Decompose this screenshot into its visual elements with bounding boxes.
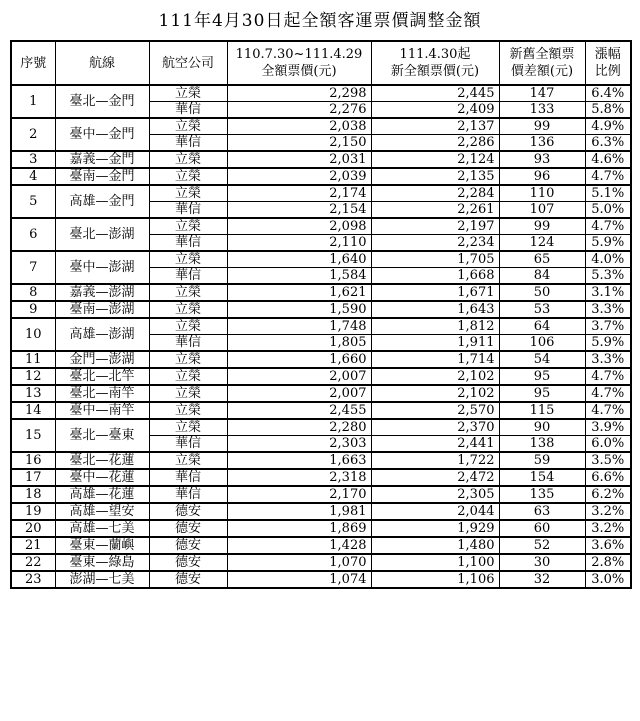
cell-diff: 106 — [499, 335, 585, 352]
cell-seq: 6 — [11, 218, 55, 251]
cell-route: 臺中—花蓮 — [55, 469, 149, 486]
table-row — [11, 402, 631, 419]
cell-diff: 133 — [499, 102, 585, 119]
cell-seq: 5 — [11, 185, 55, 218]
cell-route: 臺東—綠島 — [55, 554, 149, 571]
cell-old-price: 2,276 — [227, 102, 371, 119]
cell-airline: 立榮 — [149, 301, 227, 318]
cell-ratio: 5.1% — [585, 185, 631, 202]
cell-new-price: 1,100 — [371, 554, 499, 571]
cell-airline: 立榮 — [149, 251, 227, 268]
cell-seq: 4 — [11, 168, 55, 185]
table-row — [11, 452, 631, 469]
cell-old-price: 1,621 — [227, 284, 371, 301]
cell-new-price: 2,284 — [371, 185, 499, 202]
cell-old-price: 2,298 — [227, 85, 371, 102]
cell-old-price: 1,663 — [227, 452, 371, 469]
header-old-price-line2: 全額票價(元) — [261, 64, 337, 79]
cell-seq: 14 — [11, 402, 55, 419]
cell-old-price: 2,318 — [227, 469, 371, 486]
cell-ratio: 3.7% — [585, 318, 631, 335]
cell-route: 臺北—南竿 — [55, 385, 149, 402]
cell-ratio: 3.1% — [585, 284, 631, 301]
cell-ratio: 6.4% — [585, 85, 631, 102]
cell-airline: 立榮 — [149, 419, 227, 436]
cell-seq: 8 — [11, 284, 55, 301]
cell-airline: 立榮 — [149, 385, 227, 402]
cell-airline: 華信 — [149, 235, 227, 252]
cell-old-price: 1,660 — [227, 351, 371, 368]
cell-ratio: 5.9% — [585, 235, 631, 252]
cell-old-price: 2,110 — [227, 235, 371, 252]
cell-route: 臺東—蘭嶼 — [55, 537, 149, 554]
cell-ratio: 2.8% — [585, 554, 631, 571]
cell-new-price: 2,234 — [371, 235, 499, 252]
cell-airline: 德安 — [149, 554, 227, 571]
cell-ratio: 4.6% — [585, 151, 631, 168]
cell-diff: 135 — [499, 486, 585, 503]
document-title: 111年4月30日起全額客運票價調整金額 — [158, 11, 482, 31]
table-row — [11, 251, 631, 268]
cell-diff: 124 — [499, 235, 585, 252]
cell-old-price: 2,174 — [227, 185, 371, 202]
cell-ratio: 5.3% — [585, 268, 631, 285]
cell-route: 金門—澎湖 — [55, 351, 149, 368]
cell-new-price: 2,102 — [371, 385, 499, 402]
cell-seq: 20 — [11, 520, 55, 537]
cell-airline: 華信 — [149, 202, 227, 219]
cell-diff: 99 — [499, 118, 585, 135]
cell-airline: 華信 — [149, 469, 227, 486]
cell-route: 高雄—望安 — [55, 503, 149, 520]
table-row — [11, 151, 631, 168]
cell-diff: 52 — [499, 537, 585, 554]
cell-diff: 99 — [499, 218, 585, 235]
cell-new-price: 2,197 — [371, 218, 499, 235]
cell-ratio: 3.3% — [585, 351, 631, 368]
cell-old-price: 2,455 — [227, 402, 371, 419]
cell-diff: 30 — [499, 554, 585, 571]
cell-seq: 10 — [11, 318, 55, 351]
cell-new-price: 1,668 — [371, 268, 499, 285]
cell-old-price: 1,584 — [227, 268, 371, 285]
cell-seq: 7 — [11, 251, 55, 284]
table-row — [11, 85, 631, 102]
table-row — [11, 520, 631, 537]
cell-diff: 84 — [499, 268, 585, 285]
cell-airline: 立榮 — [149, 168, 227, 185]
cell-new-price: 2,137 — [371, 118, 499, 135]
cell-diff: 60 — [499, 520, 585, 537]
cell-old-price: 2,007 — [227, 385, 371, 402]
cell-diff: 50 — [499, 284, 585, 301]
cell-new-price: 1,705 — [371, 251, 499, 268]
cell-ratio: 6.0% — [585, 436, 631, 453]
cell-old-price: 2,303 — [227, 436, 371, 453]
cell-ratio: 3.3% — [585, 301, 631, 318]
table-row — [11, 185, 631, 202]
cell-diff: 107 — [499, 202, 585, 219]
cell-airline: 立榮 — [149, 151, 227, 168]
cell-seq: 21 — [11, 537, 55, 554]
cell-diff: 65 — [499, 251, 585, 268]
cell-new-price: 2,102 — [371, 368, 499, 385]
cell-new-price: 2,445 — [371, 85, 499, 102]
cell-airline: 立榮 — [149, 351, 227, 368]
cell-ratio: 3.0% — [585, 571, 631, 588]
header-diff — [499, 41, 585, 85]
cell-new-price: 2,370 — [371, 419, 499, 436]
table-row — [11, 301, 631, 318]
cell-route: 高雄—七美 — [55, 520, 149, 537]
cell-ratio: 3.2% — [585, 520, 631, 537]
table-row — [11, 318, 631, 335]
cell-ratio: 6.3% — [585, 135, 631, 152]
cell-old-price: 2,170 — [227, 486, 371, 503]
header-ratio-line2: 比例 — [594, 64, 621, 79]
table-row — [11, 486, 631, 503]
cell-airline: 德安 — [149, 520, 227, 537]
cell-airline: 立榮 — [149, 318, 227, 335]
cell-airline: 德安 — [149, 537, 227, 554]
cell-ratio: 4.0% — [585, 251, 631, 268]
cell-route: 臺中—澎湖 — [55, 251, 149, 284]
cell-old-price: 2,154 — [227, 202, 371, 219]
cell-ratio: 5.0% — [585, 202, 631, 219]
cell-route: 嘉義—金門 — [55, 151, 149, 168]
table-header — [11, 41, 631, 85]
header-ratio-line1: 漲幅 — [594, 47, 621, 62]
cell-airline: 立榮 — [149, 368, 227, 385]
cell-ratio: 4.7% — [585, 168, 631, 185]
cell-airline: 華信 — [149, 135, 227, 152]
cell-seq: 1 — [11, 85, 55, 118]
cell-route: 臺北—臺東 — [55, 419, 149, 452]
cell-old-price: 2,098 — [227, 218, 371, 235]
cell-airline: 華信 — [149, 335, 227, 352]
header-old-price — [227, 41, 371, 85]
cell-new-price: 1,911 — [371, 335, 499, 352]
cell-new-price: 2,124 — [371, 151, 499, 168]
cell-airline: 立榮 — [149, 452, 227, 469]
header-new-price — [371, 41, 499, 85]
cell-seq: 3 — [11, 151, 55, 168]
cell-old-price: 2,150 — [227, 135, 371, 152]
cell-diff: 90 — [499, 419, 585, 436]
cell-route: 臺中—南竿 — [55, 402, 149, 419]
cell-route: 臺北—金門 — [55, 85, 149, 118]
cell-route: 臺南—澎湖 — [55, 301, 149, 318]
cell-ratio: 4.7% — [585, 368, 631, 385]
cell-route: 臺南—金門 — [55, 168, 149, 185]
cell-new-price: 2,044 — [371, 503, 499, 520]
cell-ratio: 4.7% — [585, 218, 631, 235]
cell-diff: 96 — [499, 168, 585, 185]
cell-airline: 立榮 — [149, 118, 227, 135]
cell-new-price: 2,286 — [371, 135, 499, 152]
cell-old-price: 1,428 — [227, 537, 371, 554]
cell-new-price: 1,106 — [371, 571, 499, 588]
header-old-price-line1: 110.7.30~111.4.29 — [235, 47, 363, 62]
cell-route: 臺中—金門 — [55, 118, 149, 151]
cell-ratio: 3.6% — [585, 537, 631, 554]
cell-old-price: 2,038 — [227, 118, 371, 135]
cell-seq: 17 — [11, 469, 55, 486]
table-row — [11, 118, 631, 135]
cell-ratio: 5.8% — [585, 102, 631, 119]
cell-new-price: 1,480 — [371, 537, 499, 554]
cell-old-price: 1,070 — [227, 554, 371, 571]
cell-new-price: 2,261 — [371, 202, 499, 219]
cell-diff: 147 — [499, 85, 585, 102]
cell-diff: 115 — [499, 402, 585, 419]
cell-airline: 德安 — [149, 503, 227, 520]
header-new-price-line2: 新全額票價(元) — [390, 64, 480, 79]
header-route: 航線 — [55, 41, 149, 85]
cell-seq: 23 — [11, 571, 55, 588]
cell-diff: 110 — [499, 185, 585, 202]
cell-old-price: 1,074 — [227, 571, 371, 588]
table-row — [11, 571, 631, 588]
header-ratio — [585, 41, 631, 85]
cell-new-price: 2,305 — [371, 486, 499, 503]
header-diff-line2: 價差額(元) — [510, 64, 574, 79]
table-row — [11, 284, 631, 301]
cell-old-price: 2,039 — [227, 168, 371, 185]
cell-seq: 19 — [11, 503, 55, 520]
header-airline: 航空公司 — [149, 41, 227, 85]
cell-seq: 11 — [11, 351, 55, 368]
cell-diff: 32 — [499, 571, 585, 588]
cell-new-price: 1,643 — [371, 301, 499, 318]
cell-airline: 立榮 — [149, 85, 227, 102]
cell-airline: 立榮 — [149, 185, 227, 202]
fare-table — [10, 40, 632, 589]
cell-diff: 53 — [499, 301, 585, 318]
cell-seq: 16 — [11, 452, 55, 469]
cell-ratio: 4.9% — [585, 118, 631, 135]
cell-seq: 15 — [11, 419, 55, 452]
cell-diff: 154 — [499, 469, 585, 486]
cell-route: 臺北—北竿 — [55, 368, 149, 385]
cell-old-price: 1,981 — [227, 503, 371, 520]
cell-airline: 立榮 — [149, 402, 227, 419]
cell-old-price: 2,031 — [227, 151, 371, 168]
cell-diff: 63 — [499, 503, 585, 520]
cell-seq: 12 — [11, 368, 55, 385]
cell-ratio: 3.2% — [585, 503, 631, 520]
cell-old-price: 1,590 — [227, 301, 371, 318]
cell-seq: 2 — [11, 118, 55, 151]
cell-route: 臺北—澎湖 — [55, 218, 149, 251]
cell-new-price: 2,441 — [371, 436, 499, 453]
cell-ratio: 6.2% — [585, 486, 631, 503]
cell-new-price: 2,570 — [371, 402, 499, 419]
table-row — [11, 168, 631, 185]
cell-new-price: 1,722 — [371, 452, 499, 469]
cell-diff: 54 — [499, 351, 585, 368]
cell-new-price: 1,671 — [371, 284, 499, 301]
header-diff-line1: 新舊全額票 — [509, 47, 575, 62]
cell-ratio: 3.9% — [585, 419, 631, 436]
table-row — [11, 469, 631, 486]
cell-airline: 立榮 — [149, 218, 227, 235]
cell-diff: 136 — [499, 135, 585, 152]
cell-diff: 64 — [499, 318, 585, 335]
cell-new-price: 2,472 — [371, 469, 499, 486]
cell-new-price: 1,812 — [371, 318, 499, 335]
cell-ratio: 6.6% — [585, 469, 631, 486]
cell-airline: 華信 — [149, 486, 227, 503]
cell-route: 臺北—花蓮 — [55, 452, 149, 469]
cell-old-price: 1,805 — [227, 335, 371, 352]
cell-old-price: 1,869 — [227, 520, 371, 537]
cell-diff: 93 — [499, 151, 585, 168]
cell-diff: 95 — [499, 385, 585, 402]
cell-route: 高雄—金門 — [55, 185, 149, 218]
cell-airline: 立榮 — [149, 284, 227, 301]
cell-new-price: 1,714 — [371, 351, 499, 368]
table-row — [11, 385, 631, 402]
cell-ratio: 3.5% — [585, 452, 631, 469]
cell-new-price: 1,929 — [371, 520, 499, 537]
header-seq: 序號 — [11, 41, 55, 85]
header-new-price-line1: 111.4.30起 — [399, 47, 471, 62]
cell-ratio: 4.7% — [585, 385, 631, 402]
cell-route: 澎湖—七美 — [55, 571, 149, 588]
cell-diff: 59 — [499, 452, 585, 469]
cell-seq: 9 — [11, 301, 55, 318]
table-row — [11, 537, 631, 554]
cell-route: 高雄—花蓮 — [55, 486, 149, 503]
table-row — [11, 368, 631, 385]
cell-airline: 華信 — [149, 436, 227, 453]
cell-seq: 18 — [11, 486, 55, 503]
cell-diff: 138 — [499, 436, 585, 453]
cell-new-price: 2,409 — [371, 102, 499, 119]
table-row — [11, 554, 631, 571]
cell-airline: 德安 — [149, 571, 227, 588]
table-row — [11, 218, 631, 235]
cell-route: 嘉義—澎湖 — [55, 284, 149, 301]
table-body — [11, 85, 631, 588]
cell-old-price: 2,280 — [227, 419, 371, 436]
table-row — [11, 419, 631, 436]
cell-ratio: 5.9% — [585, 335, 631, 352]
cell-old-price: 2,007 — [227, 368, 371, 385]
table-row — [11, 503, 631, 520]
cell-seq: 22 — [11, 554, 55, 571]
table-row — [11, 351, 631, 368]
cell-airline: 華信 — [149, 102, 227, 119]
cell-new-price: 2,135 — [371, 168, 499, 185]
cell-old-price: 1,640 — [227, 251, 371, 268]
cell-airline: 華信 — [149, 268, 227, 285]
cell-route: 高雄—澎湖 — [55, 318, 149, 351]
cell-old-price: 1,748 — [227, 318, 371, 335]
cell-diff: 95 — [499, 368, 585, 385]
cell-seq: 13 — [11, 385, 55, 402]
cell-ratio: 4.7% — [585, 402, 631, 419]
